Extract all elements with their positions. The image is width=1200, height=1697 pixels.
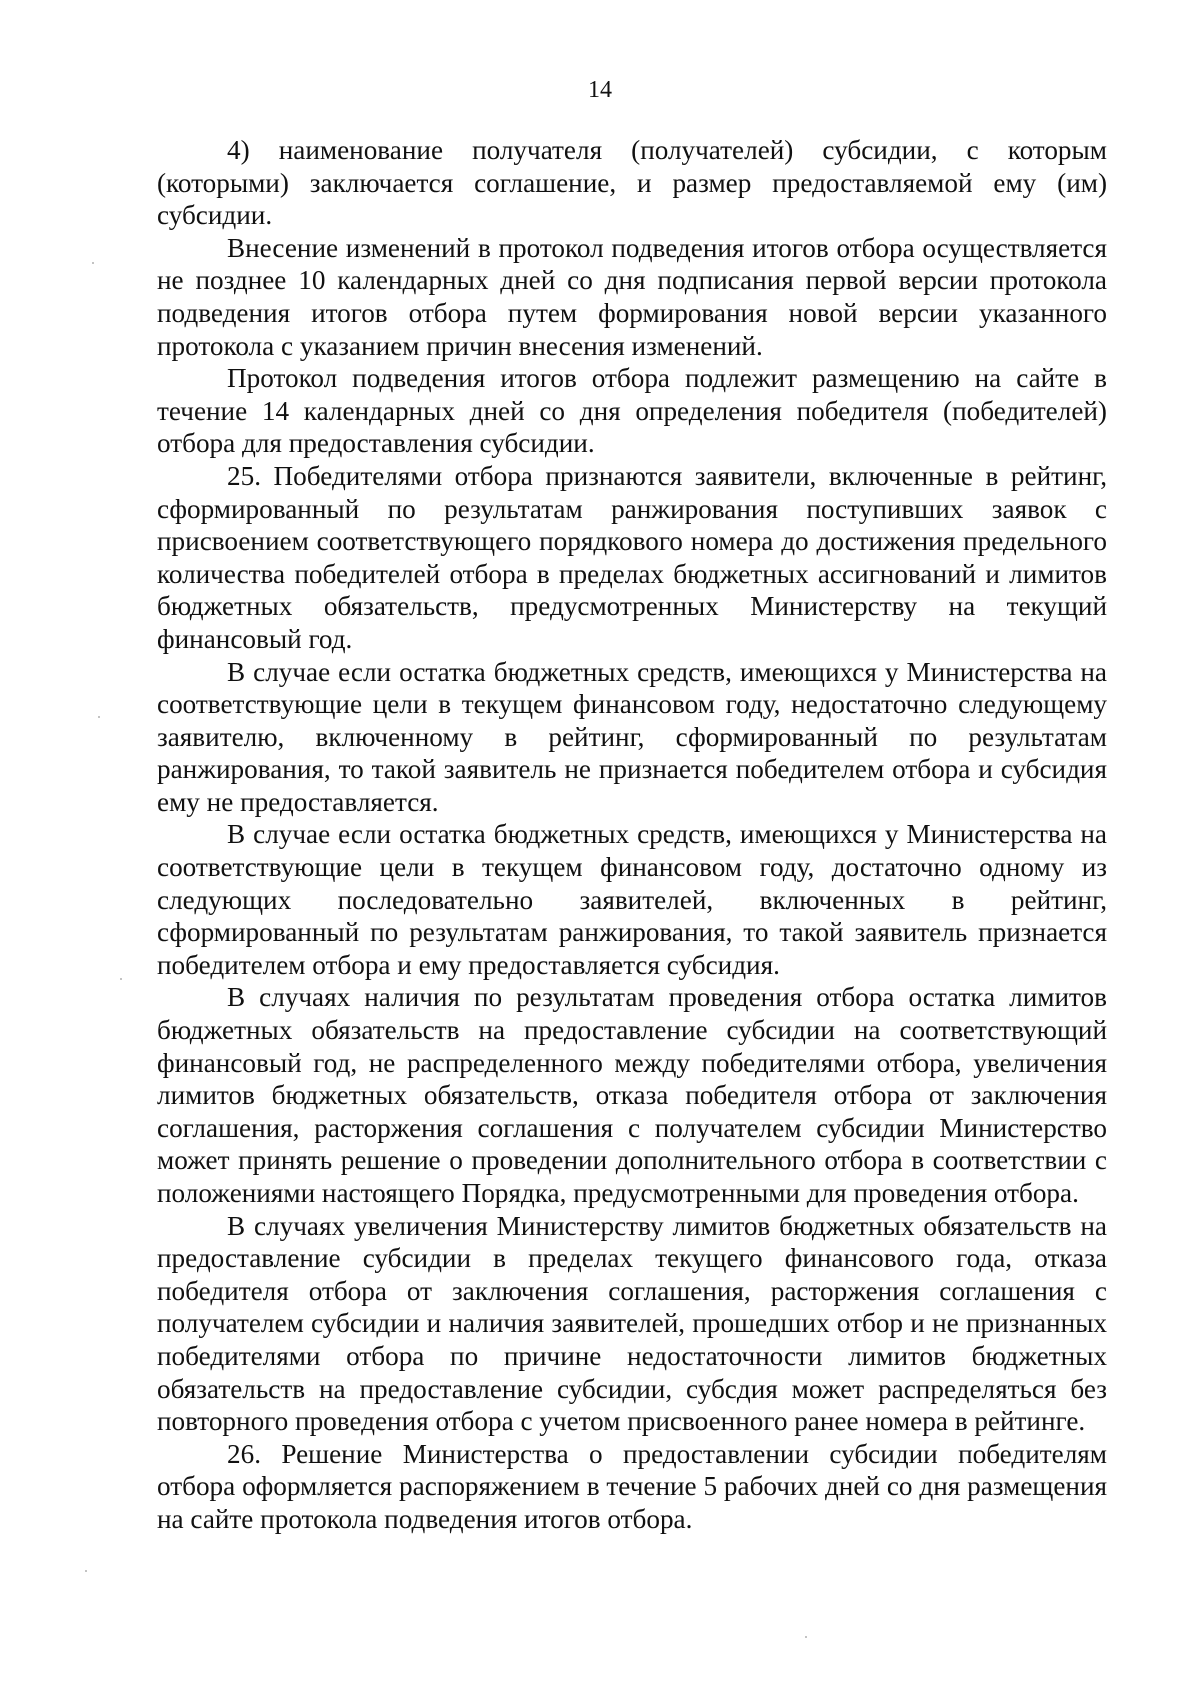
document-body <box>157 134 1107 1536</box>
scan-speck <box>85 1570 87 1572</box>
scan-speck <box>120 978 122 980</box>
scan-speck <box>92 262 94 264</box>
paragraph-additional-selection: В случаях наличия по результатам проведения отбора остатка лимитов бюджетных обязательств на предоставление субсидии на соответствующий финансовый год, не распределенного между победителями отбора, увеличения лимитов бюджетных обязательств, отказа победителя отбора от заключения соглашения, расторжения соглашения с получателем субсидии Министерство может принять решение о проведении дополнительного отбора в соответствии с положениями настоящего Порядка, предусмотренными для проведения отбора. <box>157 982 1107 1208</box>
paragraph-clause-25: 25. Победителями отбора признаются заявители, включенные в рейтинг, сформированный по результатам ранжирования поступивших заявок с присвоением соответствующего порядкового номера до достижения предельного количества победителей отбора в пределах бюджетных ассигнований и лимитов бюджетных обязательств, предусмотренных Министерству на текущий финансовый год. <box>157 460 1107 654</box>
paragraph-redistribution: В случаях увеличения Министерству лимитов бюджетных обязательств на предоставление субсидии в пределах текущего финансового года, отказа победителя отбора от заключения соглашения, расторжения соглашения с получателем субсидии и наличия заявителей, прошедших отбор и не признанных победителями отбора по причине недостаточности лимитов бюджетных обязательств на предоставление субсидии, субсдия может распределяться без повторного проведения отбора с учетом присвоенного ранее номера в рейтинге. <box>157 1210 1107 1437</box>
scan-speck <box>98 716 100 718</box>
paragraph-sufficient-balance: В случае если остатка бюджетных средств, имеющихся у Министерства на соответствующие цели в текущем финансовом году, достаточно одному из следующих последовательно заявителей, включенных в рейтинг, сформированный по результатам ранжирования, то такой заявитель признается победителем отбора и ему предоставляется субсидия. <box>157 819 1107 980</box>
paragraph-protocol-changes: Внесение изменений в протокол подведения итогов отбора осуществляется не позднее 10 календарных дней со дня подписания первой версии протокола подведения итогов отбора путем формирования новой версии указанного протокола с указанием причин внесения изменений. <box>157 232 1107 361</box>
paragraph-clause-26: 26. Решение Министерства о предоставлении субсидии победителям отбора оформляется распоряжением в течение 5 рабочих дней со дня размещения на сайте протокола подведения итогов отбора. <box>157 1438 1107 1534</box>
paragraph-insufficient-balance: В случае если остатка бюджетных средств, имеющихся у Министерства на соответствующие цели в текущем финансовом году, недостаточно следующему заявителю, включенному в рейтинг, сформированный по результатам ранжирования, то такой заявитель не признается победителем отбора и субсидия ему не предоставляется. <box>157 656 1107 817</box>
paragraph-protocol-publication: Протокол подведения итогов отбора подлежит размещению на сайте в течение 14 календарных дней со дня определения победителя (победителей) отбора для предоставления субсидии. <box>157 363 1107 459</box>
scan-speck <box>805 1636 807 1638</box>
page-number: 14 <box>588 77 612 103</box>
paragraph-item-4: 4) наименование получателя (получателей) субсидии, с которым (которыми) заключается соглашение, и размер предоставляемой ему (им) субсидии. <box>157 135 1107 231</box>
